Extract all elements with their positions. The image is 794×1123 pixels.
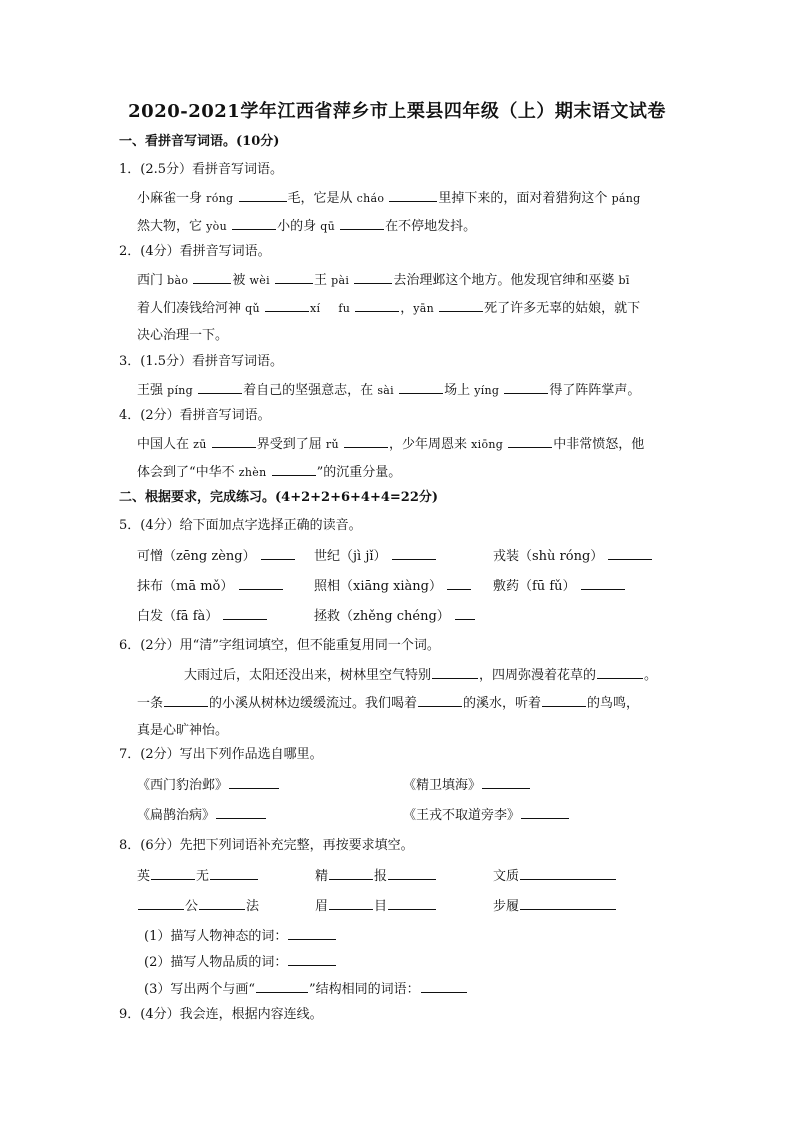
answer-blank[interactable] bbox=[198, 381, 242, 394]
pinyin: páng bbox=[611, 192, 641, 205]
text: ，四周弥漫着花草的 bbox=[479, 668, 597, 683]
text: 中国人在 bbox=[137, 437, 194, 452]
answer-blank[interactable] bbox=[329, 867, 373, 880]
text: 体会到了“中华不 bbox=[137, 465, 239, 480]
answer-blank[interactable] bbox=[212, 435, 256, 448]
reading-option: 照相（xiāng xiàng） bbox=[314, 579, 443, 594]
answer-blank[interactable] bbox=[272, 463, 316, 476]
question-7-work-3 bbox=[137, 806, 267, 825]
answer-blank[interactable] bbox=[447, 577, 471, 590]
text: 的小溪从树林边缓缓流过。我们喝着 bbox=[209, 696, 418, 711]
question-5-row-1b bbox=[314, 547, 437, 566]
answer-blank[interactable] bbox=[232, 217, 276, 230]
answer-blank[interactable] bbox=[261, 547, 295, 560]
answer-blank[interactable] bbox=[504, 381, 548, 394]
question-8-sub-3 bbox=[144, 980, 468, 999]
text: 在不停地发抖。 bbox=[385, 219, 477, 234]
text: ”的沉重分量。 bbox=[316, 465, 402, 480]
question-4-line-1 bbox=[137, 435, 644, 454]
question-7-work-2 bbox=[403, 776, 531, 795]
section-heading-2: 二、根据要求，完成练习。(4+2+2+6+4+4=22分) bbox=[119, 490, 439, 505]
question-5-row-2 bbox=[137, 577, 284, 596]
work-title: 《精卫填海》 bbox=[403, 778, 482, 793]
text: 被 bbox=[232, 273, 250, 288]
question-3-prompt: 3．(1.5分）看拼音写词语。 bbox=[119, 354, 284, 369]
text: 里掉下来的，面对着猎狗这个 bbox=[438, 191, 612, 206]
pinyin: xí bbox=[310, 302, 321, 315]
pinyin: zhèn bbox=[238, 466, 267, 479]
pinyin: xiōng bbox=[471, 438, 504, 451]
answer-blank[interactable] bbox=[229, 776, 279, 789]
idiom-2 bbox=[315, 867, 437, 886]
text: (3）写出两个与画“ bbox=[144, 982, 255, 997]
reading-option: 戎装（shù róng） bbox=[493, 549, 604, 564]
idiom-3 bbox=[493, 867, 617, 886]
answer-blank[interactable] bbox=[418, 694, 462, 707]
idiom-4 bbox=[137, 897, 259, 916]
reading-option: 抹布（mā mǒ） bbox=[137, 579, 234, 594]
text: 着人们凑钱给河神 bbox=[137, 301, 246, 316]
pinyin: pài bbox=[331, 274, 350, 287]
text: 。 bbox=[644, 668, 658, 683]
question-2-prompt: 2．(4分）看拼音写词语。 bbox=[119, 244, 271, 259]
text: 法 bbox=[246, 899, 260, 914]
answer-blank[interactable] bbox=[399, 381, 443, 394]
answer-blank[interactable] bbox=[520, 867, 616, 880]
question-5-prompt: 5．(4分）给下面加点字选择正确的读音。 bbox=[119, 518, 362, 533]
question-7-prompt: 7．(2分）写出下列作品选自哪里。 bbox=[119, 747, 323, 762]
text: 去治理邺这个地方。他发现官绅和巫婆 bbox=[393, 273, 619, 288]
text: 界受到了屈 bbox=[256, 437, 326, 452]
answer-blank[interactable] bbox=[608, 547, 652, 560]
text: ， bbox=[400, 301, 414, 316]
answer-blank[interactable] bbox=[340, 217, 384, 230]
pinyin: cháo bbox=[356, 192, 385, 205]
pinyin: zū bbox=[193, 438, 207, 451]
text: 无 bbox=[196, 869, 210, 884]
answer-blank[interactable] bbox=[388, 897, 436, 910]
answer-blank[interactable] bbox=[482, 776, 530, 789]
text: 公 bbox=[185, 899, 199, 914]
question-5-row-1 bbox=[137, 547, 296, 566]
pinyin: bī bbox=[618, 274, 630, 287]
answer-blank[interactable] bbox=[508, 435, 552, 448]
text: 英 bbox=[137, 869, 151, 884]
work-title: 《扁鹊治病》 bbox=[137, 808, 216, 823]
pinyin: fu bbox=[338, 302, 351, 315]
question-1-line-1 bbox=[137, 189, 641, 208]
text: 目 bbox=[374, 899, 388, 914]
text: 小麻雀一身 bbox=[137, 191, 207, 206]
text: 小的身 bbox=[277, 219, 321, 234]
text: 得了阵阵掌声。 bbox=[549, 383, 641, 398]
answer-blank[interactable] bbox=[432, 666, 478, 679]
pinyin: wèi bbox=[249, 274, 270, 287]
answer-blank[interactable] bbox=[288, 927, 336, 940]
answer-blank[interactable] bbox=[455, 607, 475, 620]
question-1-prompt: 1．(2.5分）看拼音写词语。 bbox=[119, 162, 284, 177]
question-3-line-1 bbox=[137, 381, 640, 400]
answer-blank[interactable] bbox=[138, 897, 184, 910]
answer-blank[interactable] bbox=[216, 806, 266, 819]
answer-blank[interactable] bbox=[199, 897, 245, 910]
answer-blank[interactable] bbox=[275, 271, 313, 284]
question-6-line-1 bbox=[184, 666, 657, 685]
text: 场上 bbox=[444, 383, 475, 398]
answer-blank[interactable] bbox=[329, 897, 373, 910]
work-title: 《王戎不取道旁李》 bbox=[403, 808, 521, 823]
question-8-sub-1 bbox=[144, 927, 337, 946]
text: ，少年周恩来 bbox=[389, 437, 472, 452]
answer-blank[interactable] bbox=[239, 577, 283, 590]
question-6-prompt: 6．(2分）用“清”字组词填空，但不能重复用同一个词。 bbox=[119, 638, 440, 653]
question-5-row-2b bbox=[314, 577, 472, 596]
pinyin: píng bbox=[167, 384, 194, 397]
question-1-line-2 bbox=[137, 217, 476, 236]
pinyin: qǔ bbox=[245, 302, 260, 315]
question-7-work-1 bbox=[137, 776, 280, 795]
pinyin: yíng bbox=[474, 384, 500, 397]
answer-blank[interactable] bbox=[265, 299, 309, 312]
text: 毛，它是从 bbox=[287, 191, 357, 206]
pinyin: róng bbox=[206, 192, 234, 205]
answer-blank[interactable] bbox=[581, 577, 625, 590]
text: ”结构相同的词语： bbox=[309, 982, 420, 997]
text: 报 bbox=[374, 869, 388, 884]
answer-blank[interactable] bbox=[389, 189, 437, 202]
exam-title: 2020-2021学年江西省萍乡市上栗县四年级（上）期末语文试卷 bbox=[128, 101, 666, 122]
text: 的溪水，听着 bbox=[463, 696, 542, 711]
text: 西门 bbox=[137, 273, 168, 288]
question-4-line-2 bbox=[137, 463, 401, 482]
text: 死了许多无辜的姑娘，就下 bbox=[484, 301, 641, 316]
text: 王强 bbox=[137, 383, 168, 398]
text: 步履 bbox=[493, 899, 520, 914]
question-2-line-1 bbox=[137, 271, 630, 290]
answer-blank[interactable] bbox=[344, 435, 388, 448]
answer-blank[interactable] bbox=[355, 299, 399, 312]
question-8-prompt: 8．(6分）先把下列词语补充完整，再按要求填空。 bbox=[119, 838, 414, 853]
answer-blank[interactable] bbox=[239, 189, 287, 202]
text: 眉 bbox=[315, 899, 329, 914]
text: 文质 bbox=[493, 869, 520, 884]
question-5-row-3 bbox=[137, 607, 268, 626]
reading-option: 拯救（zhěng chéng） bbox=[314, 609, 450, 624]
answer-blank[interactable] bbox=[421, 980, 467, 993]
answer-blank[interactable] bbox=[597, 666, 643, 679]
answer-blank[interactable] bbox=[392, 547, 436, 560]
answer-blank[interactable] bbox=[256, 980, 308, 993]
work-title: 《西门豹治邺》 bbox=[137, 778, 229, 793]
text: 中非常愤怒，他 bbox=[553, 437, 645, 452]
answer-blank[interactable] bbox=[164, 694, 208, 707]
answer-blank[interactable] bbox=[521, 806, 569, 819]
text: 的鸟鸣， bbox=[587, 696, 640, 711]
question-5-row-2c bbox=[493, 577, 626, 596]
answer-blank[interactable] bbox=[354, 271, 392, 284]
question-2-line-3: 决心治理一下。 bbox=[137, 328, 229, 343]
idiom-5 bbox=[315, 897, 437, 916]
answer-blank[interactable] bbox=[520, 897, 616, 910]
answer-blank[interactable] bbox=[151, 867, 195, 880]
text: (1）描写人物神态的词： bbox=[144, 929, 288, 944]
answer-blank[interactable] bbox=[223, 607, 267, 620]
answer-blank[interactable] bbox=[210, 867, 258, 880]
answer-blank[interactable] bbox=[288, 953, 336, 966]
idiom-6 bbox=[493, 897, 617, 916]
pinyin: qū bbox=[320, 220, 335, 233]
answer-blank[interactable] bbox=[388, 867, 436, 880]
text: 精 bbox=[315, 869, 329, 884]
pinyin: sài bbox=[377, 384, 394, 397]
answer-blank[interactable] bbox=[542, 694, 586, 707]
reading-option: 可憎（zēng zèng） bbox=[137, 549, 256, 564]
question-4-prompt: 4．(2分）看拼音写词语。 bbox=[119, 408, 271, 423]
question-9-prompt: 9．(4分）我会连，根据内容连线。 bbox=[119, 1007, 323, 1022]
text: 王 bbox=[314, 273, 332, 288]
reading-option: 白发（fā fà） bbox=[137, 609, 219, 624]
question-8-sub-2 bbox=[144, 953, 337, 972]
pinyin: yān bbox=[413, 302, 435, 315]
question-6-line-3: 真是心旷神怡。 bbox=[137, 723, 229, 738]
text: 大雨过后，太阳还没出来，树林里空气特别 bbox=[184, 668, 432, 683]
pinyin: rǔ bbox=[325, 438, 339, 451]
pinyin: yòu bbox=[206, 220, 227, 233]
text: 一条 bbox=[137, 696, 164, 711]
pinyin: bào bbox=[167, 274, 189, 287]
text: (2）描写人物品质的词： bbox=[144, 955, 288, 970]
answer-blank[interactable] bbox=[193, 271, 231, 284]
idiom-1 bbox=[137, 867, 259, 886]
text: 然大物，它 bbox=[137, 219, 207, 234]
answer-blank[interactable] bbox=[439, 299, 483, 312]
question-7-work-4 bbox=[403, 806, 570, 825]
section-heading-1: 一、看拼音写词语。(10分) bbox=[119, 134, 280, 149]
reading-option: 敷药（fū fǔ） bbox=[493, 579, 576, 594]
reading-option: 世纪（jì jǐ） bbox=[314, 549, 387, 564]
question-5-row-1c bbox=[493, 547, 653, 566]
text: 着自己的坚强意志，在 bbox=[243, 383, 378, 398]
question-5-row-3b bbox=[314, 607, 476, 626]
question-6-line-2 bbox=[137, 694, 639, 713]
question-2-line-2 bbox=[137, 299, 640, 318]
